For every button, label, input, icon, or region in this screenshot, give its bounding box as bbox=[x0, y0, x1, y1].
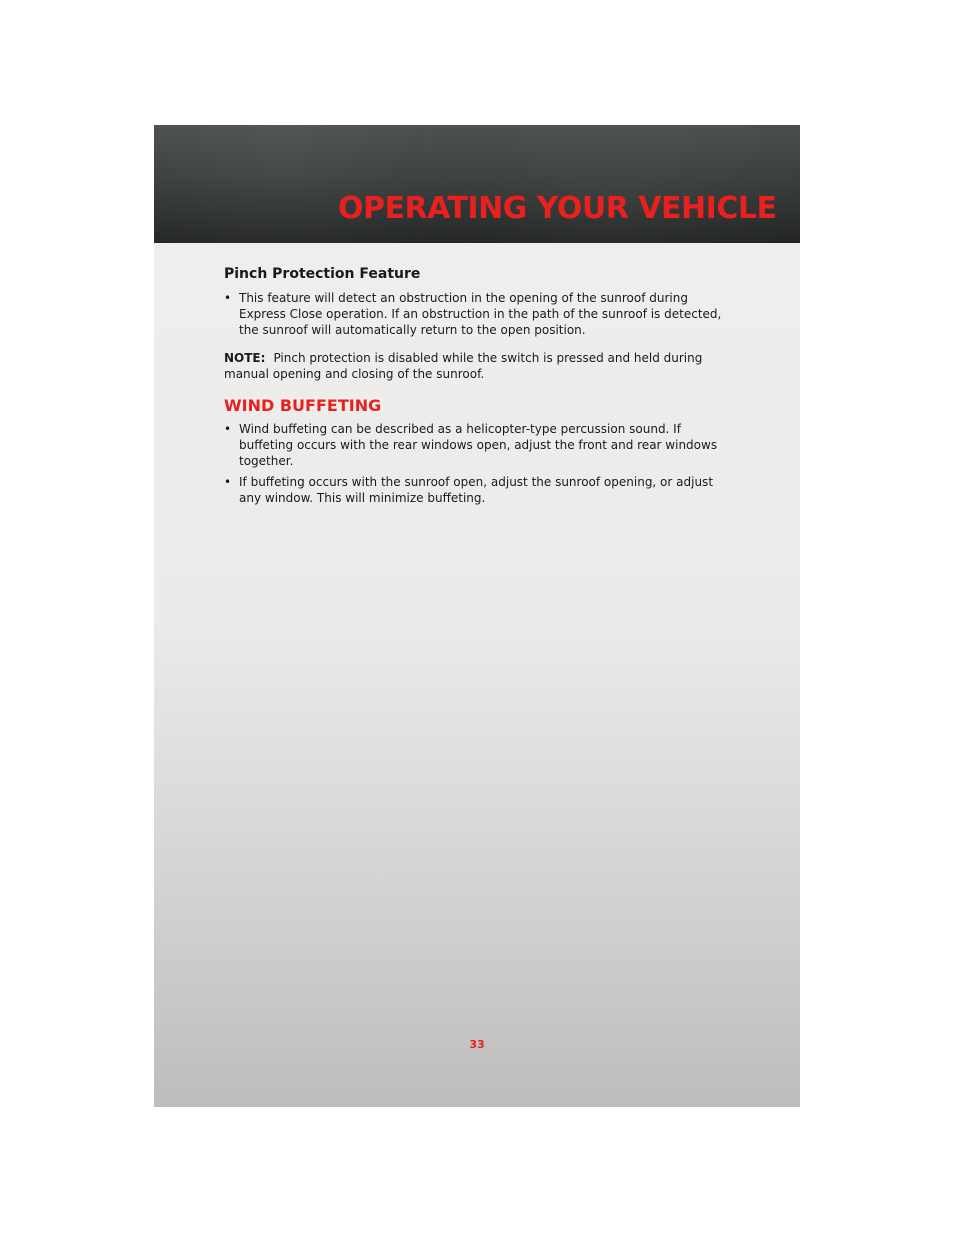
list-item bbox=[224, 474, 730, 506]
list-item bbox=[224, 290, 730, 338]
note-paragraph bbox=[224, 350, 730, 382]
pinch-protection-list bbox=[224, 290, 730, 338]
page-number: 33 bbox=[469, 1038, 485, 1051]
list-item-text: If buffeting occurs with the sunroof open, adjust the sunroof opening, or adjust any window. This will minimize buffeting. bbox=[239, 475, 714, 505]
wind-buffeting-list bbox=[224, 421, 730, 506]
list-item-text: Wind buffeting can be described as a helicopter-type percussion sound. If buffeting occurs with the rear windows open, adjust the front and rear windows together. bbox=[239, 422, 718, 468]
bullet-icon: • bbox=[224, 422, 232, 436]
note-label: NOTE: bbox=[224, 351, 266, 365]
page-content bbox=[224, 266, 730, 511]
list-item bbox=[224, 421, 730, 469]
header-band bbox=[154, 125, 800, 243]
page-title: OPERATING YOUR VEHICLE bbox=[338, 191, 777, 226]
note-text: Pinch protection is disabled while the switch is pressed and held during manual opening and closing of the sunroof. bbox=[224, 351, 703, 381]
wind-buffeting-heading: WIND BUFFETING bbox=[224, 396, 382, 415]
manual-page bbox=[154, 125, 800, 1107]
bullet-icon: • bbox=[224, 475, 232, 489]
list-item-text: This feature will detect an obstruction in the opening of the sunroof during Express Close operation. If an obstruction in the path of the sunroof is detected, the sunroof will automatically return to the open position. bbox=[239, 291, 722, 337]
bullet-icon: • bbox=[224, 291, 232, 305]
pinch-protection-heading: Pinch Protection Feature bbox=[224, 266, 421, 282]
